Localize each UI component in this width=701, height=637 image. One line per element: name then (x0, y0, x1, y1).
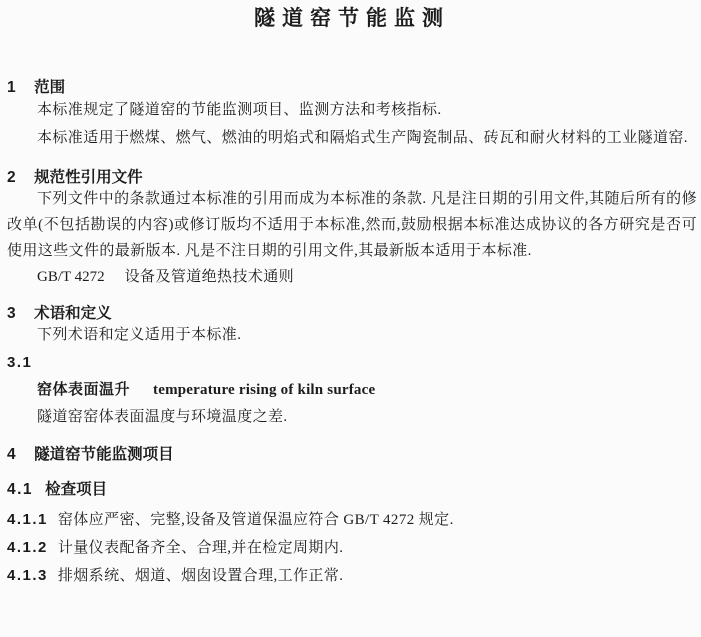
term-definition-line (7, 376, 697, 404)
section-1-paragraph-1: 本标准规定了隧道窑的节能监测项目、监测方法和考核指标. (37, 102, 442, 118)
section-3-title: 术语和定义 (34, 305, 112, 322)
normative-reference-line (7, 264, 697, 290)
section-3-intro: 下列术语和定义适用于本标准. (37, 327, 242, 343)
clause-4-1-2-number: 4.1.2 (7, 539, 48, 556)
term-chinese: 窑体表面温升 (37, 381, 131, 398)
section-4-title: 隧道窑节能监测项目 (34, 446, 174, 463)
section-2-paragraph-1: 下列文件中的条款通过本标准的引用而成为本标准的条款. 凡是注日期的引用文件,其随后所有的修改单(不包括勘误的内容)或修订版均不适用于本标准,然而,鼓励根据本标准达成协议的各方研究是否可使用这些文件的最新版本. 凡是不注日期的引用文件,其最新版本适用于本标准. (7, 191, 697, 259)
section-1-paragraph-2: 本标准适用于燃煤、燃气、燃油的明焰式和隔焰式生产陶瓷制品、砖瓦和耐火材料的工业隧道窑. (37, 130, 688, 146)
clause-item (7, 534, 697, 562)
term-english: temperature rising of kiln surface (153, 382, 376, 398)
section-4-1-number: 4.1 (7, 481, 34, 498)
section-3-number: 3 (7, 305, 18, 322)
clause-item (7, 562, 697, 590)
section-1-heading (7, 80, 697, 96)
clause-3-1-number: 3.1 (7, 354, 33, 371)
section-1-number: 1 (7, 79, 18, 96)
section-4-1-heading (7, 482, 697, 498)
clause-4-1-1-text: 窑体应严密、完整,设备及管道保温应符合 GB/T 4272 规定. (57, 512, 454, 528)
clause-4-1-2-text: 计量仪表配备齐全、合理,并在检定周期内. (57, 540, 344, 556)
reference-standard-code: GB/T 4272 (37, 269, 105, 285)
section-2-title: 规范性引用文件 (34, 169, 143, 186)
clause-4-1-1-number: 4.1.1 (7, 511, 48, 528)
section-3-heading (7, 306, 697, 322)
section-2-number: 2 (7, 169, 18, 186)
clause-4-1-3-text: 排烟系统、烟道、烟囱设置合理,工作正常. (57, 568, 344, 584)
clause-item (7, 506, 697, 534)
term-definition-text: 隧道窑窑体表面温度与环境温度之差. (37, 409, 288, 425)
section-1-title: 范围 (34, 79, 66, 96)
section-4-heading (7, 447, 697, 463)
section-4-1-title: 检查项目 (45, 481, 108, 498)
section-4-number: 4 (7, 446, 18, 463)
clause-item-list (7, 506, 697, 590)
clause-4-1-3-number: 4.1.3 (7, 567, 48, 584)
reference-standard-title: 设备及管道绝热技术通则 (124, 269, 295, 285)
section-2-heading (7, 170, 697, 186)
page-title: 隧道窑节能监测 (254, 7, 450, 30)
